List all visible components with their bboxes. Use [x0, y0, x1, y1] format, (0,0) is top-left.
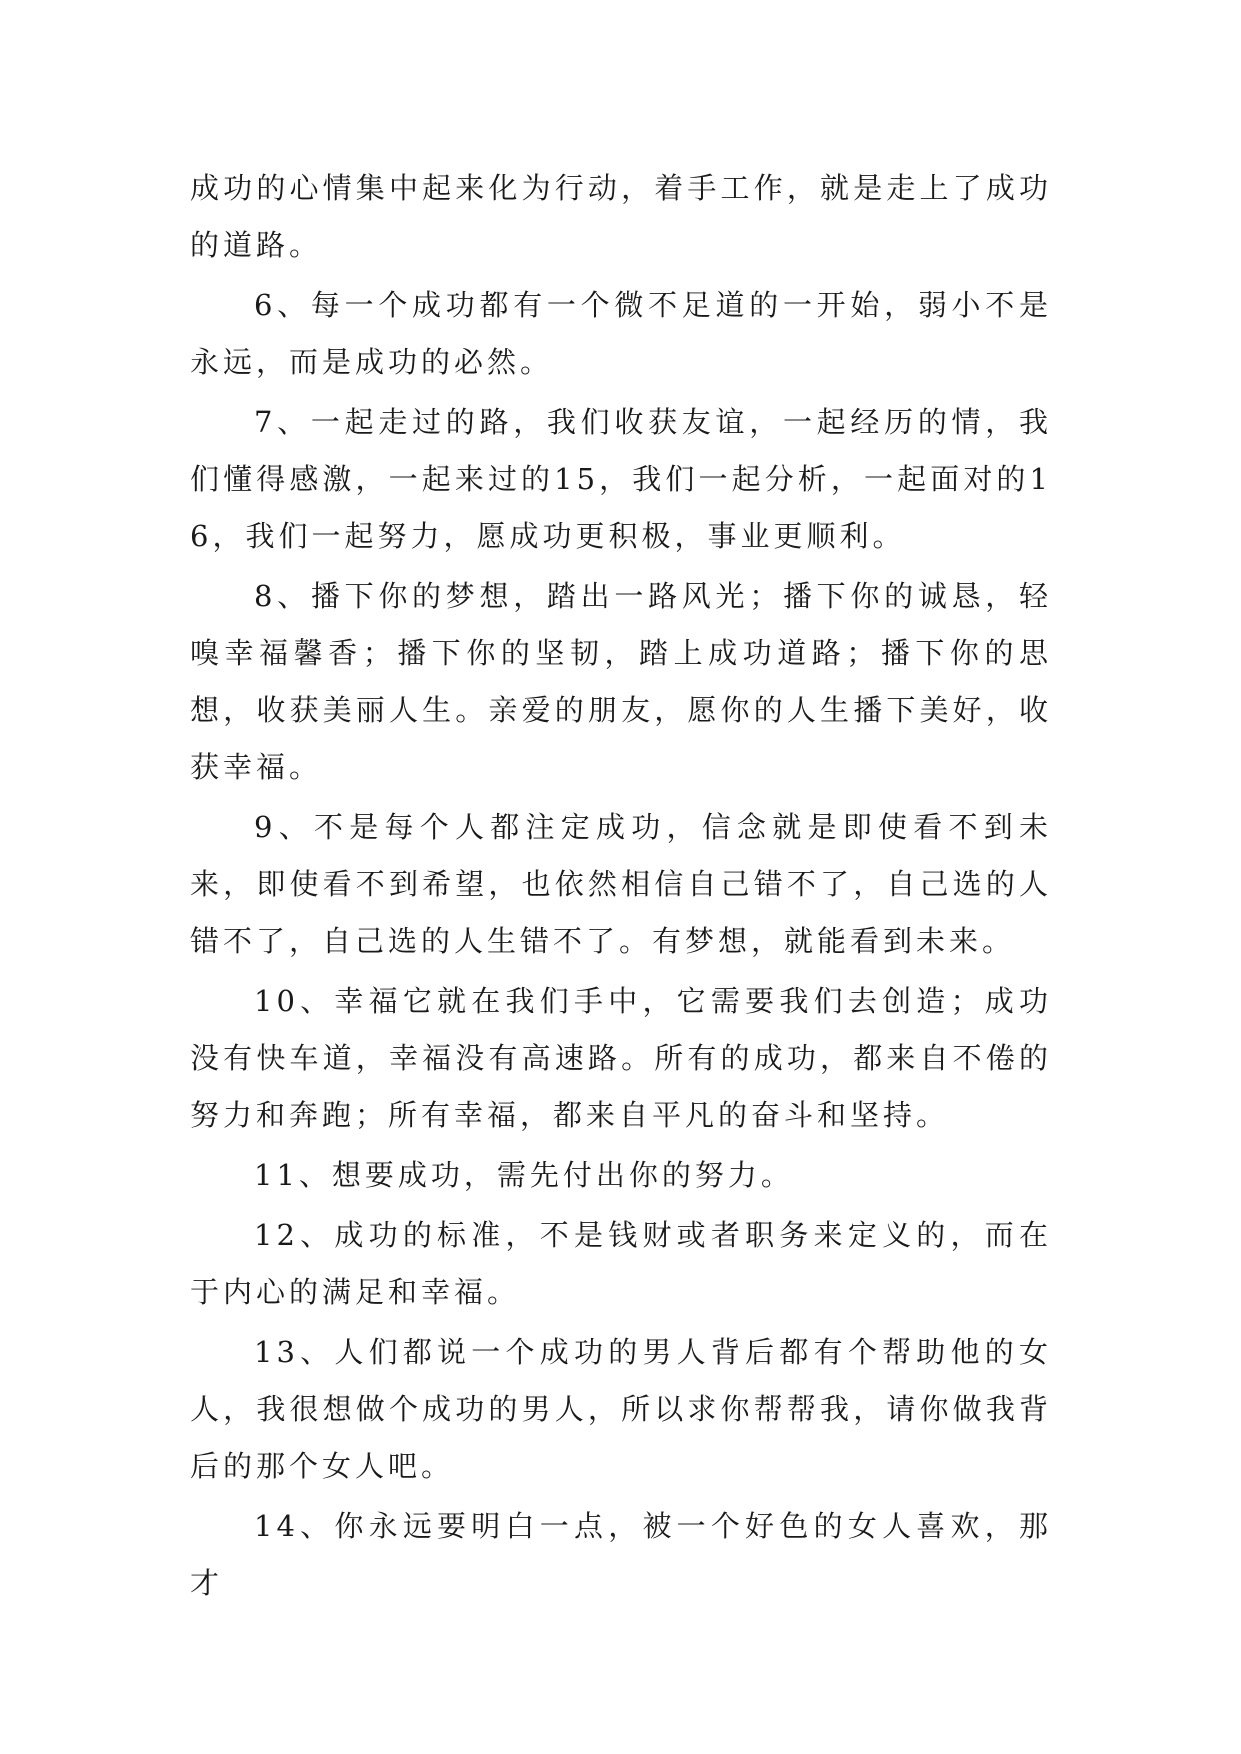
paragraph-item-7: 7、一起走过的路，我们收获友谊，一起经历的情，我们懂得感激，一起来过的15，我们一起分析，一起面对的16，我们一起努力，愿成功更积极，事业更顺利。 — [190, 405, 1052, 553]
paragraph-item-6: 6、每一个成功都有一个微不足道的一开始，弱小不是永远，而是成功的必然。 — [190, 288, 1052, 379]
paragraph-item-14: 14、你永远要明白一点，被一个好色的女人喜欢，那才 — [190, 1509, 1052, 1600]
paragraph-item-8: 8、播下你的梦想，踏出一路风光；播下你的诚恳，轻嗅幸福馨香；播下你的坚韧，踏上成功道路；播下你的思想，收获美丽人生。亲爱的朋友，愿你的人生播下美好，收获幸福。 — [190, 579, 1052, 784]
document-body — [190, 160, 1052, 1612]
paragraph-continuation: 成功的心情集中起来化为行动，着手工作，就是走上了成功的道路。 — [190, 171, 1052, 262]
paragraph-item-9: 9、不是每个人都注定成功，信念就是即使看不到未来，即使看不到希望，也依然相信自己错不了，自己选的人错不了，自己选的人生错不了。有梦想，就能看到未来。 — [190, 810, 1052, 958]
paragraph-item-12: 12、成功的标准，不是钱财或者职务来定义的，而在于内心的满足和幸福。 — [190, 1218, 1052, 1309]
paragraph-item-10: 10、幸福它就在我们手中，它需要我们去创造；成功没有快车道，幸福没有高速路。所有的成功，都来自不倦的努力和奔跑；所有幸福，都来自平凡的奋斗和坚持。 — [190, 984, 1052, 1132]
paragraph-item-11: 11、想要成功，需先付出你的努力。 — [254, 1158, 794, 1192]
paragraph-item-13: 13、人们都说一个成功的男人背后都有个帮助他的女人，我很想做个成功的男人，所以求你帮帮我，请你做我背后的那个女人吧。 — [190, 1335, 1052, 1483]
